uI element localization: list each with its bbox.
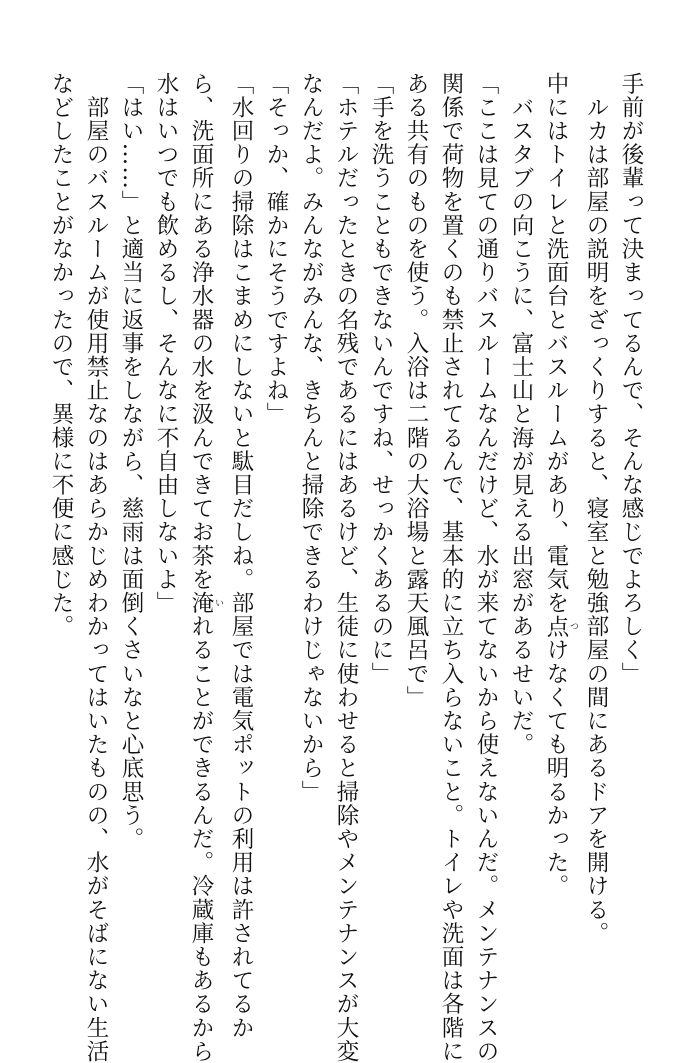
text-line-2: ルカは部屋の説明をざっくりすると、寝室と勉強部屋の間にあるドアを開ける。	[583, 72, 609, 946]
text-line-3: 中にはトイレと洗面台とバスルームがあり、電気を点 つけなくても明るかった。	[543, 72, 578, 899]
text-line-13: ら、洗面所にある浄水器の水を汲んできてお茶を淹 いれることができるんだ。冷蔵庫もあるから	[188, 72, 223, 1063]
text-line-10: なんだよ。みんながみんな、きちんと掃除できるわけじゃないから」	[298, 72, 324, 804]
text-line-16: 部屋のバスルームが使用禁止なのはあらかじめわかってはいたものの、水がそばにない生活	[83, 72, 109, 1063]
text-line-5: 「ここは見ての通りバスルームなんだけど、水が来てないから使えないんだ。メンテナンスの	[473, 72, 499, 1063]
text-line-1: 手前が後輩って決まってるんで、そんな感じでよろしく」	[618, 72, 644, 686]
furigana: 淹 い	[188, 591, 223, 615]
text-line-12: 「水回りの掃除はこまめにしないと駄目だしね。部屋では電気ポットの利用は許されてるか	[228, 72, 254, 1040]
text-line-8: 「手を洗うこともできないんですね、せっかくあるのに」	[368, 72, 394, 686]
furigana: 点 つ	[543, 614, 578, 639]
text-line-6: 関係で荷物を置くのも禁止されてるんで、基本的に立ち入らないこと。トイレや洗面は各階に	[438, 72, 464, 1063]
text-line-11: 「そっか、確かにそうですよね」	[263, 72, 289, 426]
text-line-15: 「はい……」と適当に返事をしながら、慈雨は面倒くさいなと心底思う。	[118, 72, 144, 851]
text-line-14: 水はいつでも飲めるし、そんなに不自由しないよ」	[153, 72, 179, 615]
vertical-text-body	[43, 72, 648, 1063]
text-line-4: バスタブの向こうに、富士山と海が見える出窓があるせいだ。	[508, 72, 534, 757]
text-line-9: 「ホテルだったときの名残であるにはあるけど、生徒に使わせると掃除やメンテナンスが大変	[333, 72, 359, 1063]
text-line-7: ある共有のものを使う。入浴は二階の大浴場と露天風呂で」	[403, 72, 429, 710]
text-line-17: などしたことがなかったので、異様に不便に感じた。	[48, 72, 74, 639]
